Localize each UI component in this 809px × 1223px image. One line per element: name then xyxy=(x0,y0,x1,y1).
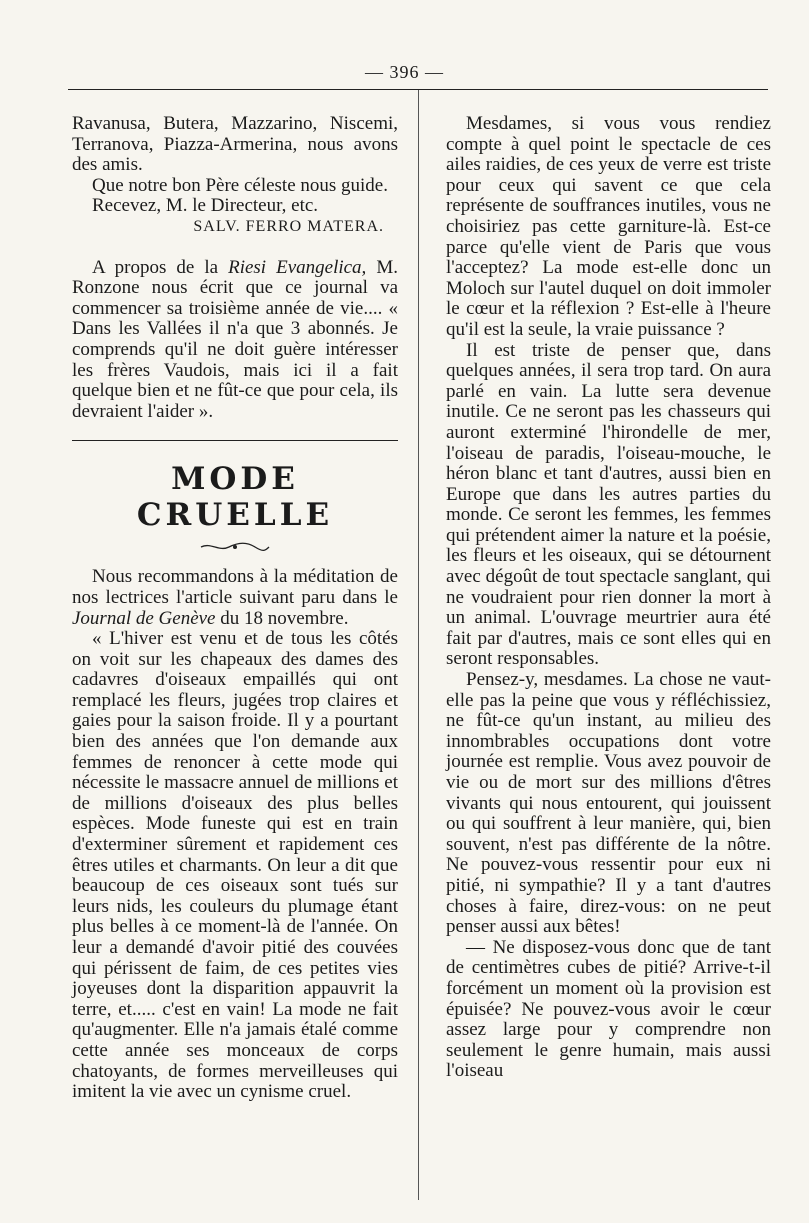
note-text-before: A propos de la xyxy=(92,256,229,278)
journal-name: Riesi Evangelica, xyxy=(228,256,367,278)
left-column xyxy=(72,114,398,1103)
letter-closing-paragraph: Ravanusa, Butera, Mazzarino, Niscemi, Terranova, Piazza-Armerina, nous avons des amis. xyxy=(72,113,398,176)
letter-signature: SALV. FERRO MATERA. xyxy=(193,217,384,235)
article-paragraph: — Ne disposez-vous donc que de tant de centimètres cubes de pitié? Arrive-t-il forcément un moment où la provision est épuisée? Ne pouvez-vous avoir le cœur assez large pour y comprendre non seulement le genre humain, mais aussi l'oiseau xyxy=(446,936,771,1082)
article-paragraph: Il est triste de penser que, dans quelques années, il sera trop tard. On aura parlé en vain. La lutte sera devenue inutile. Ce ne seront pas les chasseurs qui auront exterminé l'hirondelle de mer, l'oiseau de paradis, l'oiseau-mouche, le héron blanc et tant d'autres, aussi bien en Europe que dans les autres parties du monde. Ce seront les femmes, les femmes qui prétendent aimer la nature et la poésie, les fleurs et les oiseaux, qui se détournent avec dégoût de tout spectacle sanglant, qui ne voudraient pour rien donner la mort à un animal. L'ouvrage meurtrier aura été fait par d'autres, mais ce sont elles qui en seront responsables. xyxy=(446,339,771,670)
column-divider xyxy=(418,90,419,1200)
article-title: MODE CRUELLE xyxy=(136,461,334,534)
source-journal-name: Journal de Genève xyxy=(72,607,216,629)
article-paragraph: « L'hiver est venu et de tous les côtés on voit sur les chapeaux des dames des cadavres d'oiseaux empaillés qui ont remplacé les fleurs, jugées trop claires et gaies pour la saison froide. Il y a pourtant bien des années que l'on demande aux femmes de renoncer à cette mode qui nécessite le massacre annuel de millions et de millions d'oiseaux des plus belles espèces. Mode funeste qui est en train d'exterminer sûrement et rapidement ces êtres utiles et charmants. On leur a dit que beaucoup de ces oiseaux sont tués sur leurs nids, les couleurs du plumage étant plus belles à ce moment-là de l'année. On leur a demandé d'avoir pitié des couvées qui périssent de faim, de ces petites vies joyeuses dont la disparition appauvrit la terre, et..... c'est en vain! La mode ne fait qu'augmenter. Elle n'a jamais étalé comme cette année ses monceaux de corps chatoyants, de formes merveilleuses qui imitent la vie avec un cynisme cruel. xyxy=(72,628,398,1103)
article-paragraph: Pensez-y, mesdames. La chose ne vaut-elle pas la peine que vous y réfléchissiez, ne fût-ce qu'un instant, au milieu des innombrables occupations dont votre journée est remplie. Vous avez pouvoir de vie ou de mort sur des millions d'êtres vivants qui nous entourent, qui jouissent ou qui souffrent à leur manière, qui, bien souvent, n'est pas différente de la nôtre. Ne pouvez-vous ressentir pour eux ni pitié, ni sympathie? Il y a tant d'autres choses à faire, direz-vous: on ne peut penser aussi aux bêtes! xyxy=(446,669,771,938)
page-number: — 396 — xyxy=(365,62,444,82)
section-rule xyxy=(72,440,398,441)
letter-blessing-paragraph: Que notre bon Père céleste nous guide. xyxy=(92,174,388,196)
letter-salutation: Recevez, M. le Directeur, etc. xyxy=(92,195,319,217)
intro-text-after: du 18 novembre. xyxy=(215,607,349,629)
note-paragraph xyxy=(72,258,398,423)
intro-text-before: Nous recommandons à la méditation de nos lectrices l'article suivant paru dans le xyxy=(72,566,398,608)
ornament-flourish xyxy=(199,541,271,553)
note-text-after: M. Ronzone nous écrit que ce journal va commencer sa troisième année de vie.... « Dans les Vallées il n'a que 3 abonnés. Je comprends qu'il ne doit guère intéresser les frères Vaudois, mais ici il a fait quelque bien et ne fût-ce que pour cela, ils devraient l'aider ». xyxy=(72,256,398,422)
article-paragraph: Mesdames, si vous vous rendiez compte à quel point le spectacle de ces ailes raidies, de ces yeux de verre est triste pour ceux qui savent ce que cela représente de souffrances inutiles, vous ne choisiriez pas cette garniture-là. Est-ce parce qu'elle vient de Paris que vous l'acceptez? La mode est-elle donc un Moloch sur l'autel duquel on doit immoler le cœur et la réflexion ? Est-elle à l'heure qu'il est la seule, la vraie puissance ? xyxy=(446,113,771,340)
article-intro xyxy=(72,567,398,629)
right-column xyxy=(446,114,771,1082)
spacer xyxy=(72,238,398,258)
